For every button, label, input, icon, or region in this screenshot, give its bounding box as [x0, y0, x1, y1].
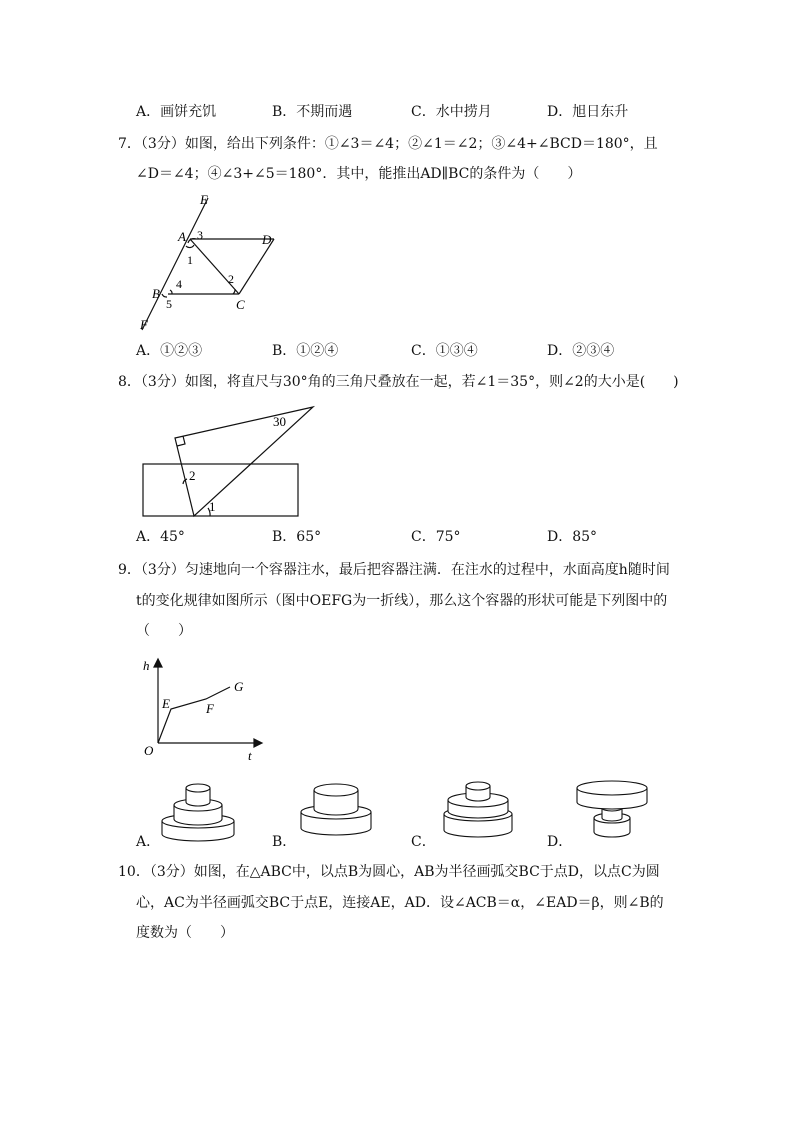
q7-stem-line1: 7．（3分）如图，给出下列条件：①∠3＝∠4；②∠1＝∠2；③∠4+∠BCD＝180°，且: [118, 136, 658, 152]
q9-container-d: [572, 778, 652, 844]
q7-label-a: A: [178, 229, 186, 244]
q9-point-f: F: [206, 701, 214, 716]
q7-stem-line2: ∠D＝∠4；④∠3+∠5＝180°．其中，能推出AD∥BC的条件为（ ）: [136, 166, 582, 182]
q8-option-a: A．45°: [136, 529, 185, 545]
q7-label-d: D: [262, 232, 272, 247]
q8-option-d: D．85°: [547, 529, 598, 545]
q8-label-2: 2: [189, 468, 196, 483]
q7-label-1: 1: [187, 253, 193, 267]
q9-stem-line1: 9．（3分）匀速地向一个容器注水，最后把容器注满．在注水的过程中，水面高度h随时间: [118, 562, 670, 578]
q9-container-b: [296, 778, 376, 844]
q7-label-c: C: [236, 297, 245, 312]
q7-option-d: D．②③④: [547, 343, 615, 359]
q9-option-d: D．: [547, 834, 573, 850]
q9-option-a: A．: [136, 834, 161, 850]
q7-label-5: 5: [166, 297, 172, 311]
q7-option-b: B．①②④: [272, 343, 339, 359]
q6-option-b: B．不期而遇: [272, 104, 353, 120]
q8-figure: [140, 400, 320, 520]
q6-option-d: D．旭日东升: [547, 104, 629, 120]
q9-stem-line2: t的变化规律如图所示（图中OEFG为一折线），那么这个容器的形状可能是下列图中的: [136, 593, 668, 609]
q9-origin-o: O: [144, 743, 154, 758]
q7-label-f: F: [140, 317, 148, 332]
q8-label-30: 30: [273, 414, 286, 429]
ruler: [143, 464, 298, 516]
q7-label-2: 2: [228, 272, 234, 286]
q7-figure: [132, 190, 282, 340]
q7-label-e: E: [200, 192, 208, 207]
q6-option-a: A．画饼充饥: [136, 104, 217, 120]
q9-option-b: B．: [272, 834, 297, 850]
q7-label-3: 3: [197, 228, 203, 242]
q8-label-1: 1: [209, 499, 216, 514]
q9-point-e: E: [162, 696, 170, 711]
q9-stem-line3: （ ）: [136, 623, 192, 639]
q7-option-c: C．①③④: [411, 343, 478, 359]
q8-stem-line1: 8．（3分）如图，将直尺与30°角的三角尺叠放在一起，若∠1＝35°，则∠2的大小是( ): [118, 374, 679, 390]
q9-axis-h: h: [143, 658, 150, 673]
q9-container-a: [158, 778, 238, 844]
triangle-ruler: [175, 407, 313, 516]
q10-stem-line3: 度数为（ ）: [136, 925, 234, 941]
q6-option-c: C．水中捞月: [411, 104, 492, 120]
q9-axis-t: t: [248, 748, 252, 763]
q7-label-b: B: [152, 286, 160, 301]
q7-label-4: 4: [176, 277, 182, 291]
q9-graph: [138, 655, 268, 767]
q8-option-c: C．75°: [411, 529, 461, 545]
q9-option-c: C．: [411, 834, 436, 850]
q10-stem-line2: 心，AC为半径画弧交BC于点E，连接AE，AD．设∠ACB＝α，∠EAD＝β，则∠B的: [136, 895, 664, 911]
q9-point-g: G: [234, 679, 244, 694]
q10-stem-line1: 10．（3分）如图，在△ABC中，以点B为圆心，AB为半径画弧交BC于点D，以点C为圆: [118, 864, 660, 880]
q8-option-b: B．65°: [272, 529, 322, 545]
q9-container-c: [438, 778, 518, 844]
q7-option-a: A．①②③: [136, 343, 203, 359]
